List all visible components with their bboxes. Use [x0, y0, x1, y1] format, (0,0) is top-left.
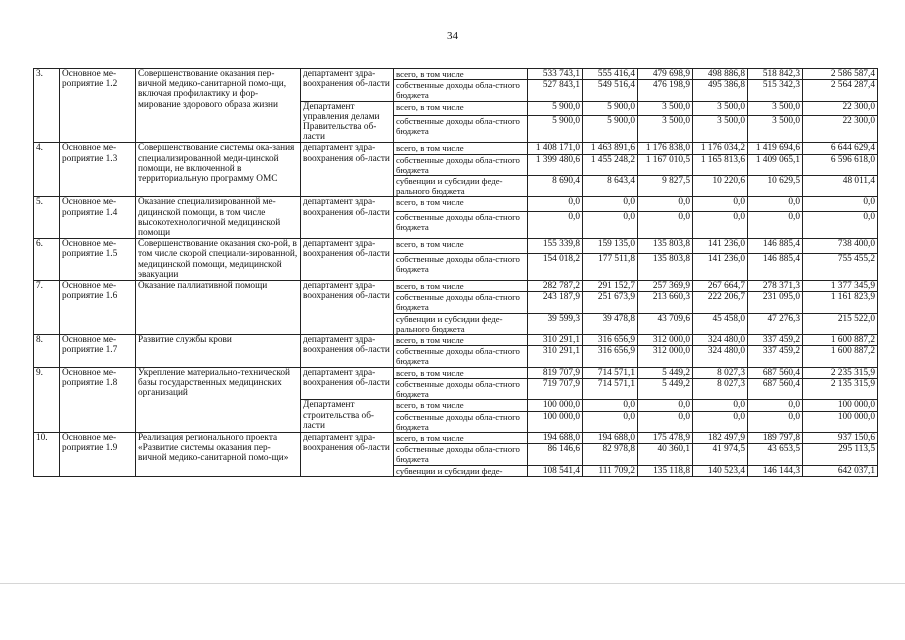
year-value-cell: 549 516,4 [583, 80, 638, 101]
executor-name: департамент здра-воохранения об-ласти [301, 69, 394, 102]
page-number: 34 [447, 30, 458, 42]
total-value-cell: 295 113,5 [803, 444, 878, 465]
year-value-cell: 3 500,0 [693, 101, 748, 115]
row-number: 6. [34, 239, 60, 281]
year-value-cell: 146 144,3 [748, 465, 803, 476]
year-value-cell: 0,0 [638, 411, 693, 432]
funding-source: собственные доходы обла-стного бюджета [394, 211, 528, 238]
total-value-cell: 2 135 315,9 [803, 378, 878, 399]
total-value-cell: 6 596 618,0 [803, 154, 878, 175]
total-value-cell: 215 522,0 [803, 313, 878, 334]
year-value-cell: 533 743,1 [528, 69, 583, 80]
year-value-cell: 495 386,8 [693, 80, 748, 101]
total-value-cell: 100 000,0 [803, 400, 878, 411]
year-value-cell: 3 500,0 [638, 115, 693, 142]
year-value-cell: 194 688,0 [583, 432, 638, 443]
year-value-cell: 515 342,3 [748, 80, 803, 101]
year-value-cell: 324 480,0 [693, 346, 748, 367]
year-value-cell: 1 167 010,5 [638, 154, 693, 175]
year-value-cell: 479 698,9 [638, 69, 693, 80]
table-row [34, 335, 878, 346]
row-number: 3. [34, 69, 60, 143]
year-value-cell: 135 803,8 [638, 239, 693, 253]
funding-source: всего, в том числе [394, 367, 528, 378]
funding-source: собственные доходы обла-стного бюджета [394, 346, 528, 367]
event-code: Основное ме-роприятие 1.8 [60, 367, 136, 432]
funding-source: всего, в том числе [394, 101, 528, 115]
year-value-cell: 1 176 034,2 [693, 143, 748, 154]
executor-name: департамент здра-воохранения об-ласти [301, 281, 394, 335]
year-value-cell: 0,0 [528, 197, 583, 211]
executor-name: департамент здра-воохранения об-ласти [301, 335, 394, 368]
total-value-cell: 0,0 [803, 197, 878, 211]
funding-source: субвенции и субсидии феде-рального бюджета [394, 176, 528, 197]
year-value-cell: 0,0 [528, 211, 583, 238]
year-value-cell: 719 707,9 [528, 378, 583, 399]
year-value-cell: 5 449,2 [638, 367, 693, 378]
total-value-cell: 738 400,0 [803, 239, 878, 253]
table-row [34, 281, 878, 292]
total-value-cell: 2 235 315,9 [803, 367, 878, 378]
funding-source: всего, в том числе [394, 400, 528, 411]
total-value-cell: 0,0 [803, 211, 878, 238]
funding-source: всего, в том числе [394, 239, 528, 253]
year-value-cell: 0,0 [748, 400, 803, 411]
year-value-cell: 257 369,9 [638, 281, 693, 292]
total-value-cell: 1 377 345,9 [803, 281, 878, 292]
event-title: Совершенствование оказания ско-рой, в том числе скорой специали-зированной, медицинской помощи, медицинской эвакуации [136, 239, 301, 281]
year-value-cell: 0,0 [748, 211, 803, 238]
year-value-cell: 213 660,3 [638, 292, 693, 313]
year-value-cell: 527 843,1 [528, 80, 583, 101]
year-value-cell: 43 653,5 [748, 444, 803, 465]
year-value-cell: 146 885,4 [748, 253, 803, 280]
year-value-cell: 1 399 480,6 [528, 154, 583, 175]
funding-source: собственные доходы обла-стного бюджета [394, 292, 528, 313]
year-value-cell: 310 291,1 [528, 335, 583, 346]
executor-name: департамент здра-воохранения об-ласти [301, 367, 394, 400]
total-value-cell: 1 161 823,9 [803, 292, 878, 313]
year-value-cell: 82 978,8 [583, 444, 638, 465]
year-value-cell: 10 629,5 [748, 176, 803, 197]
year-value-cell: 40 360,1 [638, 444, 693, 465]
funding-source: собственные доходы обла-стного бюджета [394, 80, 528, 101]
total-value-cell: 48 011,4 [803, 176, 878, 197]
funding-source: собственные доходы обла-стного бюджета [394, 253, 528, 280]
row-number: 9. [34, 367, 60, 432]
year-value-cell: 5 900,0 [583, 101, 638, 115]
row-number: 4. [34, 143, 60, 197]
year-value-cell: 135 803,8 [638, 253, 693, 280]
year-value-cell: 476 198,9 [638, 80, 693, 101]
year-value-cell: 0,0 [583, 197, 638, 211]
total-value-cell: 937 150,6 [803, 432, 878, 443]
year-value-cell: 8 690,4 [528, 176, 583, 197]
funding-source: собственные доходы обла-стного бюджета [394, 444, 528, 465]
year-value-cell: 1 409 065,1 [748, 154, 803, 175]
year-value-cell: 291 152,7 [583, 281, 638, 292]
event-code: Основное ме-роприятие 1.3 [60, 143, 136, 197]
event-title: Совершенствование системы ока-зания специализированной меди-цинской помощи, не включенной в территориальную программу ОМС [136, 143, 301, 197]
year-value-cell: 1 463 891,6 [583, 143, 638, 154]
year-value-cell: 159 135,0 [583, 239, 638, 253]
funding-source: всего, в том числе [394, 197, 528, 211]
year-value-cell: 189 797,8 [748, 432, 803, 443]
funding-source: всего, в том числе [394, 335, 528, 346]
year-value-cell: 316 656,9 [583, 335, 638, 346]
year-value-cell: 108 541,4 [528, 465, 583, 476]
budget-table [33, 68, 878, 477]
year-value-cell: 141 236,0 [693, 253, 748, 280]
year-value-cell: 177 511,8 [583, 253, 638, 280]
year-value-cell: 0,0 [693, 411, 748, 432]
table-row [34, 143, 878, 154]
event-code: Основное ме-роприятие 1.9 [60, 432, 136, 476]
funding-source: собственные доходы обла-стного бюджета [394, 378, 528, 399]
year-value-cell: 45 458,0 [693, 313, 748, 334]
row-number: 10. [34, 432, 60, 476]
year-value-cell: 1 165 813,6 [693, 154, 748, 175]
page-bottom-rule [0, 583, 905, 584]
event-title: Совершенствование оказания пер-вичной медико-санитарной помо-щи, включая профилактику и фор-мирование здорового образа жизни [136, 69, 301, 143]
executor-name: Департамент строительства об-ласти [301, 400, 394, 433]
event-code: Основное ме-роприятие 1.5 [60, 239, 136, 281]
table-row [34, 197, 878, 211]
total-value-cell: 2 586 587,4 [803, 69, 878, 80]
year-value-cell: 1 419 694,6 [748, 143, 803, 154]
funding-source: собственные доходы обла-стного бюджета [394, 115, 528, 142]
funding-source: собственные доходы обла-стного бюджета [394, 411, 528, 432]
year-value-cell: 0,0 [748, 411, 803, 432]
year-value-cell: 86 146,6 [528, 444, 583, 465]
event-title: Развитие службы крови [136, 335, 301, 368]
year-value-cell: 687 560,4 [748, 367, 803, 378]
year-value-cell: 3 500,0 [748, 101, 803, 115]
year-value-cell: 0,0 [583, 400, 638, 411]
event-code: Основное ме-роприятие 1.7 [60, 335, 136, 368]
funding-source: субвенции и субсидии феде- [394, 465, 528, 476]
year-value-cell: 8 027,3 [693, 367, 748, 378]
year-value-cell: 39 478,8 [583, 313, 638, 334]
total-value-cell: 22 300,0 [803, 115, 878, 142]
year-value-cell: 146 885,4 [748, 239, 803, 253]
year-value-cell: 498 886,8 [693, 69, 748, 80]
event-code: Основное ме-роприятие 1.4 [60, 197, 136, 239]
year-value-cell: 518 842,3 [748, 69, 803, 80]
year-value-cell: 3 500,0 [638, 101, 693, 115]
year-value-cell: 0,0 [748, 197, 803, 211]
event-title: Оказание паллиативной помощи [136, 281, 301, 335]
year-value-cell: 0,0 [693, 400, 748, 411]
year-value-cell: 9 827,5 [638, 176, 693, 197]
year-value-cell: 278 371,3 [748, 281, 803, 292]
row-number: 8. [34, 335, 60, 368]
total-value-cell: 1 600 887,2 [803, 346, 878, 367]
year-value-cell: 312 000,0 [638, 335, 693, 346]
table-row [34, 367, 878, 378]
year-value-cell: 316 656,9 [583, 346, 638, 367]
table-row [34, 432, 878, 443]
year-value-cell: 141 236,0 [693, 239, 748, 253]
total-value-cell: 2 564 287,4 [803, 80, 878, 101]
year-value-cell: 111 709,2 [583, 465, 638, 476]
year-value-cell: 282 787,2 [528, 281, 583, 292]
year-value-cell: 5 449,2 [638, 378, 693, 399]
year-value-cell: 324 480,0 [693, 335, 748, 346]
executor-name: департамент здра-воохранения об-ласти [301, 432, 394, 476]
total-value-cell: 642 037,1 [803, 465, 878, 476]
year-value-cell: 47 276,3 [748, 313, 803, 334]
row-number: 7. [34, 281, 60, 335]
year-value-cell: 819 707,9 [528, 367, 583, 378]
total-value-cell: 22 300,0 [803, 101, 878, 115]
year-value-cell: 175 478,9 [638, 432, 693, 443]
year-value-cell: 155 339,8 [528, 239, 583, 253]
year-value-cell: 310 291,1 [528, 346, 583, 367]
year-value-cell: 231 095,0 [748, 292, 803, 313]
row-number: 5. [34, 197, 60, 239]
year-value-cell: 0,0 [693, 197, 748, 211]
year-value-cell: 312 000,0 [638, 346, 693, 367]
total-value-cell: 1 600 887,2 [803, 335, 878, 346]
funding-source: всего, в том числе [394, 69, 528, 80]
year-value-cell: 714 571,1 [583, 378, 638, 399]
funding-source: всего, в том числе [394, 281, 528, 292]
year-value-cell: 182 497,9 [693, 432, 748, 443]
year-value-cell: 100 000,0 [528, 411, 583, 432]
executor-name: департамент здра-воохранения об-ласти [301, 143, 394, 197]
total-value-cell: 6 644 629,4 [803, 143, 878, 154]
event-title: Реализация регионального проекта «Развитие системы оказания пер-вичной медико-санитарной помо-щи» [136, 432, 301, 476]
funding-source: субвенции и субсидии феде-рального бюджета [394, 313, 528, 334]
year-value-cell: 1 176 838,0 [638, 143, 693, 154]
year-value-cell: 337 459,2 [748, 346, 803, 367]
year-value-cell: 140 523,4 [693, 465, 748, 476]
year-value-cell: 0,0 [583, 211, 638, 238]
year-value-cell: 5 900,0 [528, 115, 583, 142]
year-value-cell: 1 455 248,2 [583, 154, 638, 175]
event-code: Основное ме-роприятие 1.2 [60, 69, 136, 143]
year-value-cell: 39 599,3 [528, 313, 583, 334]
funding-source: всего, в том числе [394, 143, 528, 154]
year-value-cell: 5 900,0 [583, 115, 638, 142]
year-value-cell: 3 500,0 [693, 115, 748, 142]
year-value-cell: 135 118,8 [638, 465, 693, 476]
year-value-cell: 0,0 [583, 411, 638, 432]
year-value-cell: 43 709,6 [638, 313, 693, 334]
year-value-cell: 251 673,9 [583, 292, 638, 313]
year-value-cell: 243 187,9 [528, 292, 583, 313]
year-value-cell: 0,0 [638, 400, 693, 411]
total-value-cell: 755 455,2 [803, 253, 878, 280]
year-value-cell: 41 974,5 [693, 444, 748, 465]
total-value-cell: 100 000,0 [803, 411, 878, 432]
budget-table-body [34, 69, 878, 477]
year-value-cell: 5 900,0 [528, 101, 583, 115]
year-value-cell: 154 018,2 [528, 253, 583, 280]
funding-source: собственные доходы обла-стного бюджета [394, 154, 528, 175]
year-value-cell: 267 664,7 [693, 281, 748, 292]
year-value-cell: 3 500,0 [748, 115, 803, 142]
event-code: Основное ме-роприятие 1.6 [60, 281, 136, 335]
executor-name: департамент здра-воохранения об-ласти [301, 197, 394, 239]
year-value-cell: 337 459,2 [748, 335, 803, 346]
event-title: Укрепление материально-технической базы государственных медицинских организаций [136, 367, 301, 432]
funding-source: всего, в том числе [394, 432, 528, 443]
table-row [34, 239, 878, 253]
executor-name: Департамент управления делами Правительства об-ласти [301, 101, 394, 143]
year-value-cell: 194 688,0 [528, 432, 583, 443]
year-value-cell: 714 571,1 [583, 367, 638, 378]
year-value-cell: 222 206,7 [693, 292, 748, 313]
year-value-cell: 555 416,4 [583, 69, 638, 80]
year-value-cell: 10 220,6 [693, 176, 748, 197]
year-value-cell: 100 000,0 [528, 400, 583, 411]
year-value-cell: 0,0 [693, 211, 748, 238]
table-row [34, 69, 878, 80]
year-value-cell: 687 560,4 [748, 378, 803, 399]
year-value-cell: 1 408 171,0 [528, 143, 583, 154]
event-title: Оказание специализированной ме-дицинской помощи, в том числе высокотехнологичной медицинской помощи [136, 197, 301, 239]
year-value-cell: 8 643,4 [583, 176, 638, 197]
year-value-cell: 8 027,3 [693, 378, 748, 399]
executor-name: департамент здра-воохранения об-ласти [301, 239, 394, 281]
year-value-cell: 0,0 [638, 197, 693, 211]
year-value-cell: 0,0 [638, 211, 693, 238]
